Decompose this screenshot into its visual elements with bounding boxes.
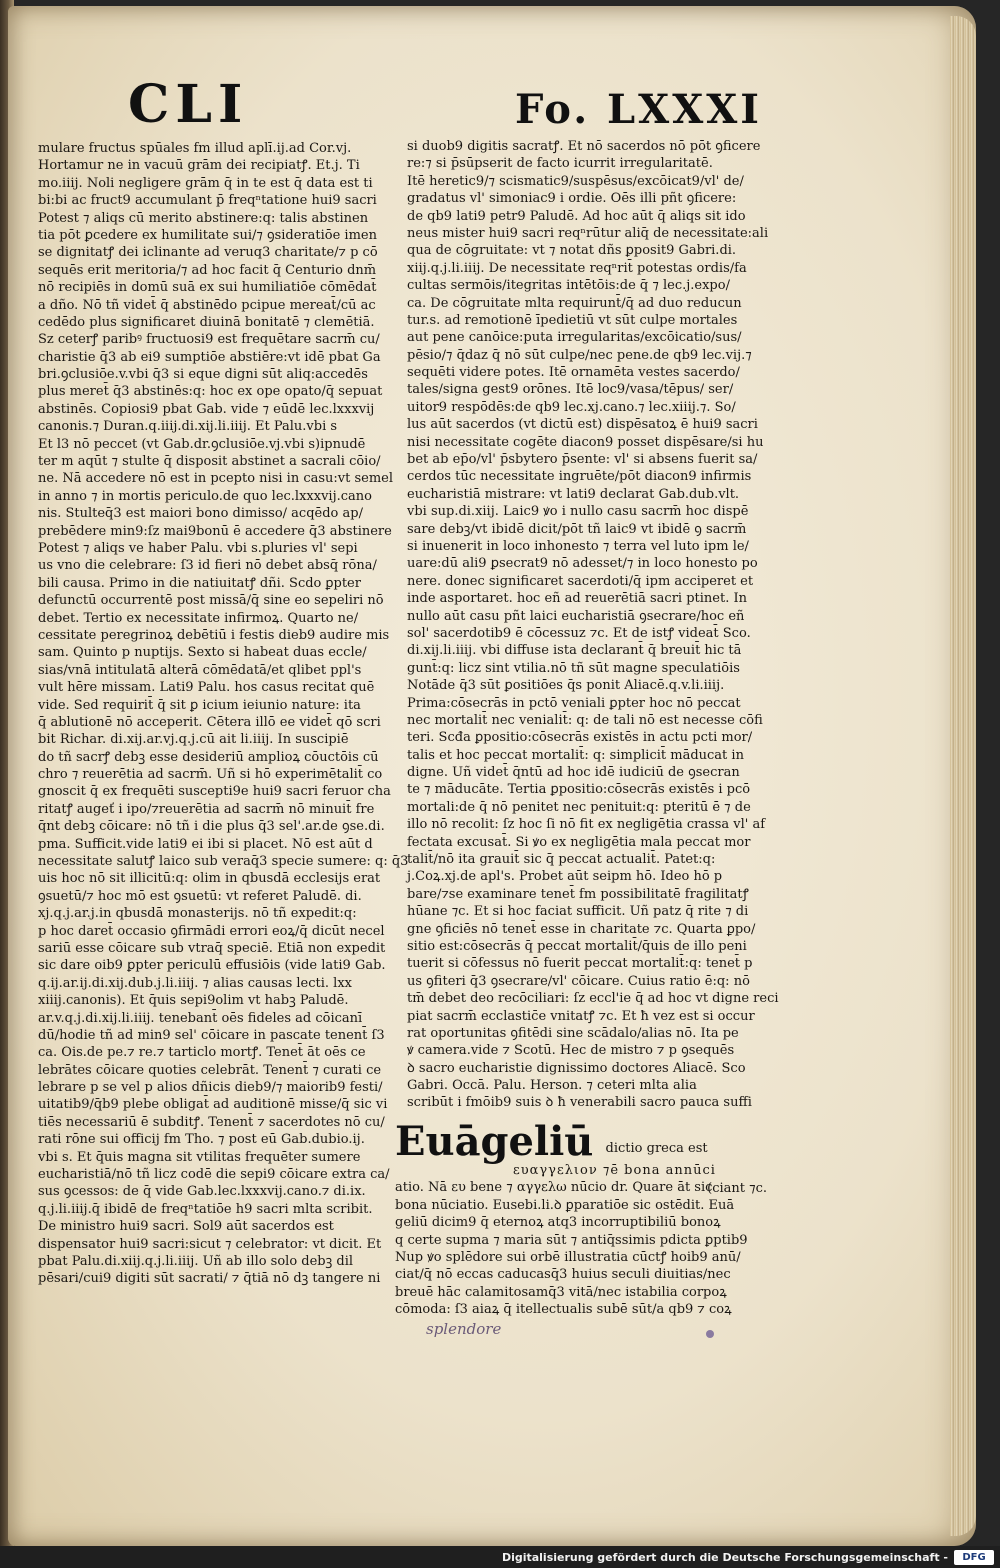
text-line: mulare fructus spūales fm illud aplī.ij.ad Cor.vj. xyxy=(38,141,352,156)
text-line: q certe supma ⁊ maria sūt ⁊ antiq̄ssimis pdicta ꝑptib9 xyxy=(395,1232,748,1248)
text-line: mo.iiij. Noli negligere grām q̄ in te est q̄ data est ti xyxy=(38,175,373,191)
text-line: pēsio/⁊ q̄daz q̄ nō sūt culpe/nec pene.de qb9 lec.vij.⁊ xyxy=(407,347,752,363)
text-line: Hortamur ne in vacuū grām dei recipiatꝭ. Et.j. Ti xyxy=(38,158,360,174)
text-line: bri.ꝯclusiōe.v.vbi q̄3 si eque digni sūt aliq:accedēs xyxy=(38,367,368,383)
text-line: bare/⁊se examinare tenet̄ fm possibilitatē fragilitatꝭ xyxy=(407,886,749,902)
text-line: inde asportaret. hoc eñ ad reuerētiā sacri ptinet. In xyxy=(407,591,747,607)
text-line: Potest ⁊ aliqs cū merito abstinere:q: talis abstinen xyxy=(38,210,369,226)
text-line: ꝯsuetū/⁊ hoc mō est ꝯsuetū: vt referet Paludē. di. xyxy=(38,888,362,904)
text-line: pma. Sufficit.vide lati9 ei ibi si placet. Nō est aūt d xyxy=(38,836,373,852)
text-line: nis. Stulteq̄3 est maiori bono dimisso/ acqēdo ap/ xyxy=(38,506,363,522)
text-line: nisi necessitate cogēte diacon9 posset dispēsare/si hu xyxy=(407,434,764,450)
text-line: necessitate salutꝭ laico sub veraq̄3 specie sumere: q: q̄3 xyxy=(38,854,409,870)
text-line: gnoscit q̄ ex frequēti suscepti9e hui9 sacri feruor cha xyxy=(38,784,391,800)
text-line: ꝺ sacro eucharistie dignissimo doctores Aliacē. Sco xyxy=(407,1060,746,1076)
page-fore-edge xyxy=(950,16,976,1536)
text-line: bona nūciatio. Eusebi.li.ꝺ ꝑparatiōe sic ostēdit. Euā xyxy=(395,1197,735,1213)
greek-word: ευαγγελιον ⁊ē bona annūci xyxy=(513,1163,716,1178)
text-line: bili causa. Primo in die natiuitatꝭ dñi. Scdo ꝑpter xyxy=(38,575,361,591)
text-line: illo nō recolit: ſz hoc ſi nō fit ex negligētia crassa vl' af xyxy=(407,817,766,833)
text-line: re:⁊ si p̄sūpserit de facto icurrit irregularitatē. xyxy=(407,156,713,172)
text-line: p hoc daret̄ occasio ꝯfirmādi errori eoꝝ/q̄ dicūt necel xyxy=(38,923,385,939)
ink-mark xyxy=(706,1330,714,1338)
text-line: tm̄ debet deo recōciliari: ſz eccl'ie q̄ ad hoc vt digne reci xyxy=(407,991,779,1007)
text-line: qua de cōgruitate: vt ⁊ notat dñs ꝑposit9 Gabri.di. xyxy=(407,243,737,259)
text-line: aut pene canōice:puta irregularitas/excōicatio/sus/ xyxy=(407,330,742,346)
folio-number: Fo. LXXXI xyxy=(515,86,762,133)
text-line: hūane ⁊c. Et si hoc faciat sufficit. Uñ patz q̄ rite ⁊ di xyxy=(407,904,749,920)
text-line: Potest ⁊ aliqs ve haber Palu. vbi s.pluries vl' sepi xyxy=(38,540,358,556)
text-line: gunt̄:q: licz sint vtilia.nō tñ sūt magne speculatiōis xyxy=(407,660,740,676)
text-line: a dño. Nō tñ videt̄ q̄ abstinēdo pcipue mereat̄/cū ac xyxy=(38,297,376,313)
text-line: sam. Quinto p nuptijs. Sexto si habeat duas eccle/ xyxy=(38,645,367,661)
footer-bar xyxy=(0,1546,1000,1568)
text-line: pēsari/cui9 digiti sūt sacrati/ ⁊ q̄tiā nō dꝫ tangere ni xyxy=(38,1271,381,1287)
text-line: ca. Ois.de pe.⁊ re.⁊ tarticlo mortꝭ. Tenet̄ āt oēs ce xyxy=(38,1045,366,1061)
text-line: De ministro hui9 sacri. Sol9 aūt sacerdos est xyxy=(38,1219,334,1235)
text-line: abstinēs. Copiosi9 pbat Gab. vide ⁊ eūdē lec.lxxxvij xyxy=(38,401,375,417)
text-line: tales/signa gest9 orōnes. Itē loc9/vasa/tēpus/ ser/ xyxy=(407,382,734,398)
evangelium-line-end: (ciant ⁊c. xyxy=(707,1181,767,1196)
text-line: tuerit si cōfessus nō fuerit peccat mortalit̄:q: tenet̄ p xyxy=(407,956,753,972)
text-line: sitio est:cōsecrās q̄ peccat mortalit̄/q̄uis de illo peni xyxy=(407,938,747,954)
text-line: lus aūt sacerdos (vt dictū est) dispēsatoꝝ ē hui9 sacri xyxy=(407,417,758,433)
text-line: cedēdo plus significaret diuinā bonitatē ⁊ clemētiā. xyxy=(38,314,375,330)
text-line: xiij.q.j.li.iiij. De necessitate reqⁿrit̄ potestas ordis/fa xyxy=(407,260,747,276)
text-line: uitor9 respōdēs:de qb9 lec.xj.cano.⁊ lec.xiiij.⁊. So/ xyxy=(407,399,736,415)
text-line: teri. Scđa ꝑpositio:cōsecrās existēs in actu pcti mor/ xyxy=(407,730,753,746)
dfg-logo: DFG xyxy=(954,1550,994,1565)
text-line: vide. Sed requirit̄ q̄ sit ꝑ icium ieiunio nature: ita xyxy=(38,697,361,713)
text-line: te ⁊ māducāte. Tertia ꝑpositio:cōsecrās existēs i pcō xyxy=(407,782,751,798)
text-line: dispensator hui9 sacri:sicut ⁊ celebrator: vt dicit. Et xyxy=(38,1236,382,1252)
text-line: uitatib9/q̄b9 plebe obligat̄ ad auditionē misse/q̄ sic vi xyxy=(38,1097,388,1113)
text-line: Nup ꝟo splēdore sui orbē illustratia cūctꝭ hoib9 anū/ xyxy=(395,1249,741,1265)
text-line: sic dare oib9 ꝑpter periculū effusiōis (vide lati9 Gab. xyxy=(38,958,386,974)
text-line: ritatꝭ augeť i ipo/⁊reuerētia ad sacrm̄ nō minuit̄ fre xyxy=(38,801,375,817)
text-line: de qb9 lati9 petr9 Paludē. Ad hoc aūt q̄ aliqs sit ido xyxy=(407,208,746,224)
text-line: gne ꝯficiēs nō tenet̄ esse in charitate ⁊c. Quarta ꝑpo/ xyxy=(407,921,756,937)
text-line: plus meret̄ q̄3 abstinēs:q: hoc ex ope opato/q̄ sepuat xyxy=(38,384,383,400)
text-line: ter m aqūt ⁊ stulte q̄ disposit abstinet a sacrali cōio/ xyxy=(38,454,381,470)
text-line: xiiij.canonis). Et q̄uis sepi9olim vt habꝫ Paludē. xyxy=(38,993,349,1009)
text-line: uare:dū ali9 ꝑsecrat9 nō adesset/⁊ in loco honesto po xyxy=(407,556,758,572)
text-line: q̄nt debꝫ cōicare: nō tñ i die plus q̄3 sel'.ar.de ꝯse.di. xyxy=(38,819,385,835)
text-line: mortali:de q̄ nō penitet nec penituit:q: pteritū ē ⁊ de xyxy=(407,799,751,815)
text-line: pbat Palu.di.xiij.q.j.li.iiij. Uñ ab illo solo debꝫ dil xyxy=(38,1254,354,1269)
text-line: bit Richar. di.xij.ar.vj.q.j.cū ait li.iiij. In suscipiē xyxy=(38,732,349,748)
text-line: vult hēre missam. Lati9 Palu. hos casus recitat quē xyxy=(38,680,375,696)
handwritten-marginal-note: splendore xyxy=(426,1320,502,1338)
decorated-initial-word: Euāgeliū xyxy=(395,1118,594,1165)
text-line: do tñ sacrꝭ debꝫ esse desideriū amplioꝝ cōuctōis cū xyxy=(38,749,379,765)
text-line: nere. donec significaret sacerdoti/q̄ ipm acciperet et xyxy=(407,573,754,589)
text-line: gradatus vl' simoniac9 i ordie. Oēs illi pñt ꝯficere: xyxy=(407,191,737,207)
text-line: chro ⁊ reuerētia ad sacrm̄. Uñ si hō experimētalit̄ co xyxy=(38,767,383,783)
evangelium-definition: dictio greca est xyxy=(605,1141,708,1156)
running-head-left: CLI xyxy=(128,74,249,135)
evangelium-section xyxy=(395,1118,775,1319)
text-line: sariū esse cōicare sub vtraq̄ speciē. Etiā non expedit xyxy=(38,940,386,956)
text-line: Notāde q̄3 sūt ꝑositiōes q̄s ponit Aliacē.q.v.li.iiij. xyxy=(407,678,725,694)
text-line: cultas sermōis/itegritas intētōis:de q̄ ⁊ lec.j.expo/ xyxy=(407,278,730,294)
text-line: fectata excusat̄. Si ꝟo ex negligētia mala peccat mor xyxy=(407,834,751,850)
text-line: tur.s. ad remotionē īpedietiū vt sūt culpe mortales xyxy=(407,312,738,328)
text-line: j.Coꝝ.xj.de apl's. Probet aūt seipm hō. Ideo hō p xyxy=(407,869,723,885)
text-line: lebrātes cōicare quoties celebrāt. Tenent̄ ⁊ curati ce xyxy=(38,1062,382,1078)
text-line: sol' sacerdotib9 ē cōcessuz ⁊c. Et de istꝭ videat̄ Sco. xyxy=(407,625,751,641)
text-line: debet. Tertio ex necessitate infirmoꝝ. Quarto ne/ xyxy=(38,610,359,626)
text-line: us vno die celebrare: ſ3 id fieri nō debet absq̄ rōna/ xyxy=(38,558,377,574)
text-line: talis et hoc peccat mortalit̄: q: simplicit̄ māducat in xyxy=(407,747,744,763)
text-line: Prima:cōsecrās in pctō veniali ꝑpter hoc nō peccat xyxy=(407,695,741,711)
text-line: Et l3 nō peccet (vt Gab.dr.ꝯclusiōe.vj.vbi s)ipnudē xyxy=(38,436,366,452)
text-line: canonis.⁊ Duran.q.iiij.di.xij.li.iiij. Et Palu.vbi s xyxy=(38,419,338,435)
text-line: nullo aūt casu pñt laici eucharistiā ꝯsecrare/hoc eñ xyxy=(407,608,745,624)
text-line: se dignitatꝭ dei iclinante ad veruq3 charitate/⁊ p cō xyxy=(38,245,378,261)
right-text-column xyxy=(407,138,789,1112)
text-line: Sz ceterꝭ paribꝰ fructuosi9 est frequētare sacrm̄ cu/ xyxy=(38,332,380,348)
text-line: cessitate peregrinoꝝ debētiū i festis dieb9 audire mis xyxy=(38,627,390,643)
text-line: sias/vnā intitulatā alterā cōmēdatā/et qlibet ppl's xyxy=(38,662,362,678)
text-line: uis hoc nō sit illicitū:q: olim in qbusdā ecclesijs erat xyxy=(38,871,381,887)
text-line: rat oportunitas ꝯfitēdi sine scādalo/alias nō. Ita pe xyxy=(407,1025,739,1041)
text-line: eucharistiā/nō tñ licz codē die sepi9 cōicare extra ca/ xyxy=(38,1167,390,1183)
funding-credit: Digitalisierung gefördert durch die Deutsche Forschungsgemeinschaft - xyxy=(501,1551,948,1564)
text-line: nō recipiēs in domū suā ex sui humiliatiōe cōmēdat̄ xyxy=(38,280,377,296)
text-line: q̄ ablutionē nō acceperit. Cētera illō ee videt̄ qō scri xyxy=(38,714,381,730)
text-line: breuē hāc calamitosamq̄3 vitā/nec istabilia corpoꝝ xyxy=(395,1284,727,1300)
text-line: vbi s. Et q̄uis magna sit vtilitas frequēter sumere xyxy=(38,1149,361,1165)
text-line: prebēdere min9:ſz mai9bonū ē accedere q̄3 abstinere xyxy=(38,523,392,539)
text-line: Itē heretic9/⁊ scismatic9/suspēsus/excōicat9/vl' de/ xyxy=(407,173,744,189)
text-line: neus mister hui9 sacri reqⁿrūtur aliq̄ de necessitate:ali xyxy=(407,225,769,241)
text-line: q.j.li.iiij.q̄ ibidē de freqⁿtatiōe h9 sacri mlta scribit. xyxy=(38,1201,373,1217)
text-line: ciat/q̄ nō eccas caducasq̄3 huius seculi diuitias/nec xyxy=(395,1267,731,1283)
text-line: defunctū occurrentē post missā/q̄ sine eo sepeliri nō xyxy=(38,593,384,609)
text-line: bi:bi ac fruct9 accumulant p̄ freqⁿtatione hui9 sacri xyxy=(38,193,377,209)
text-line: ar.v.q.j.di.xij.li.iiij. tenebant̄ oēs fideles ad cōicanī xyxy=(38,1010,363,1026)
text-line: sequēs erit meritoria/⁊ ad hoc facit q̄ Centurio dnm̄ xyxy=(38,262,377,278)
text-line: charistie q̄3 ab ei9 sumptiōe abstiēre:vt idē pbat Ga xyxy=(38,349,381,365)
text-line: cerdos tūc necessitate ingruēte/pōt diacon9 infirmis xyxy=(407,469,752,485)
text-line: eucharistiā mistrare: vt lati9 declarat Gab.dub.vlt. xyxy=(407,486,740,502)
text-line: geliū dicim9 q̄ eternoꝝ atq3 incorruptibiliū bonoꝝ xyxy=(395,1215,721,1231)
text-line: ca. De cōgruitate mlta requirunt̄/q̄ ad duo reducun xyxy=(407,295,742,311)
text-line: Gabri. Occā. Palu. Herson. ⁊ ceteri mlta alia xyxy=(407,1078,697,1094)
left-text-column xyxy=(38,140,409,1288)
text-line: tia pōt ꝑcedere ex humilitate sui/⁊ ꝯsideratiōe imen xyxy=(38,227,377,243)
text-line: atio. Nā ευ bene ⁊ αγγελω nūcio dr. Quare āt sic xyxy=(395,1180,713,1196)
text-line: cōmoda: ſ3 aiaꝝ q̄ itellectualis subē sūt/a qb9 ⁊ coꝝ xyxy=(395,1302,732,1318)
text-line: lebrare p se vel p alios dñicis dieb9/⁊ maiorib9 festi/ xyxy=(38,1080,383,1096)
text-line: nec mortalit̄ nec venialit̄: q: de tali nō est necesse cōfi xyxy=(407,712,763,728)
text-line: in anno ⁊ in mortis periculo.de quo lec.lxxxvij.cano xyxy=(38,488,372,504)
text-line: q.ij.ar.ij.di.xij.dub.j.li.iiij. ⁊ alias causas lecti. lxx xyxy=(38,975,352,991)
text-line: rati rōne sui officij fm Tho. ⁊ post eū Gab.dubio.ij. xyxy=(38,1132,365,1148)
text-line: scribūt i fmōib9 suis ꝺ ħ venerabili sacro pauca suffi xyxy=(407,1095,752,1111)
text-line: sare debꝫ/vt ibidē dicit/pōt tñ laic9 vt ibidē ꝯ sacrm̄ xyxy=(407,521,747,537)
text-line: di.xij.li.iiij. vbi diffuse ista declarant̄ q̄ breuit̄ hic tā xyxy=(407,643,742,659)
text-line: si duob9 digitis sacratꝭ. Et nō sacerdos nō pōt ꝯficere xyxy=(407,139,761,154)
text-line: tiēs necessariū ē subditꝭ. Tenent̄ ⁊ sacerdotes nō cu/ xyxy=(38,1114,385,1130)
text-line: digne. Uñ videt̄ q̄ntū ad hoc idē iudiciū de ꝯsecran xyxy=(407,765,740,781)
text-line: dū/hodie tñ ad min9 sel' cōicare in pascate tenent̄ ſ3 xyxy=(38,1027,385,1043)
text-line: sus ꝯcessos: de q̄ vide Gab.lec.lxxxvij.cano.⁊ di.ix. xyxy=(38,1184,366,1200)
text-line: piat sacrm̄ ecclastic̄e vnitatꝭ ⁊c. Et ħ vez est si occur xyxy=(407,1008,755,1024)
text-line: ꝟ camera.vide ⁊ Scotū. Hec de mistro ⁊ p ꝯsequēs xyxy=(407,1043,735,1059)
text-line: vbi sup.di.xiij. Laic9 ꝟo i nullo casu sacrm̄ hoc dispē xyxy=(407,504,749,520)
text-line: si inuenerit in loco inhonesto ⁊ terra vel luto ipm le/ xyxy=(407,538,749,554)
text-line: sequēti videre potes. Itē ornamēta vestes sacerdo/ xyxy=(407,365,740,381)
text-line: ne. Nā accedere nō est in pcepto nisi in casu:vt semel xyxy=(38,471,394,487)
text-line: bet ab ep̄o/vl' p̄sbytero p̄sente: vl' si absens fuerit sa/ xyxy=(407,452,758,468)
text-line: talit̄/nō ita grauit̄ sic q̄ peccat actualit̄. Patet:q: xyxy=(407,852,716,868)
text-line: us ꝯfiteri q̄3 ꝯsecrare/vl' cōicare. Cuius ratio ē:q: nō xyxy=(407,973,750,989)
text-line: xj.q.j.ar.j.in qbusdā monasterijs. nō tñ expedit:q: xyxy=(38,906,357,922)
